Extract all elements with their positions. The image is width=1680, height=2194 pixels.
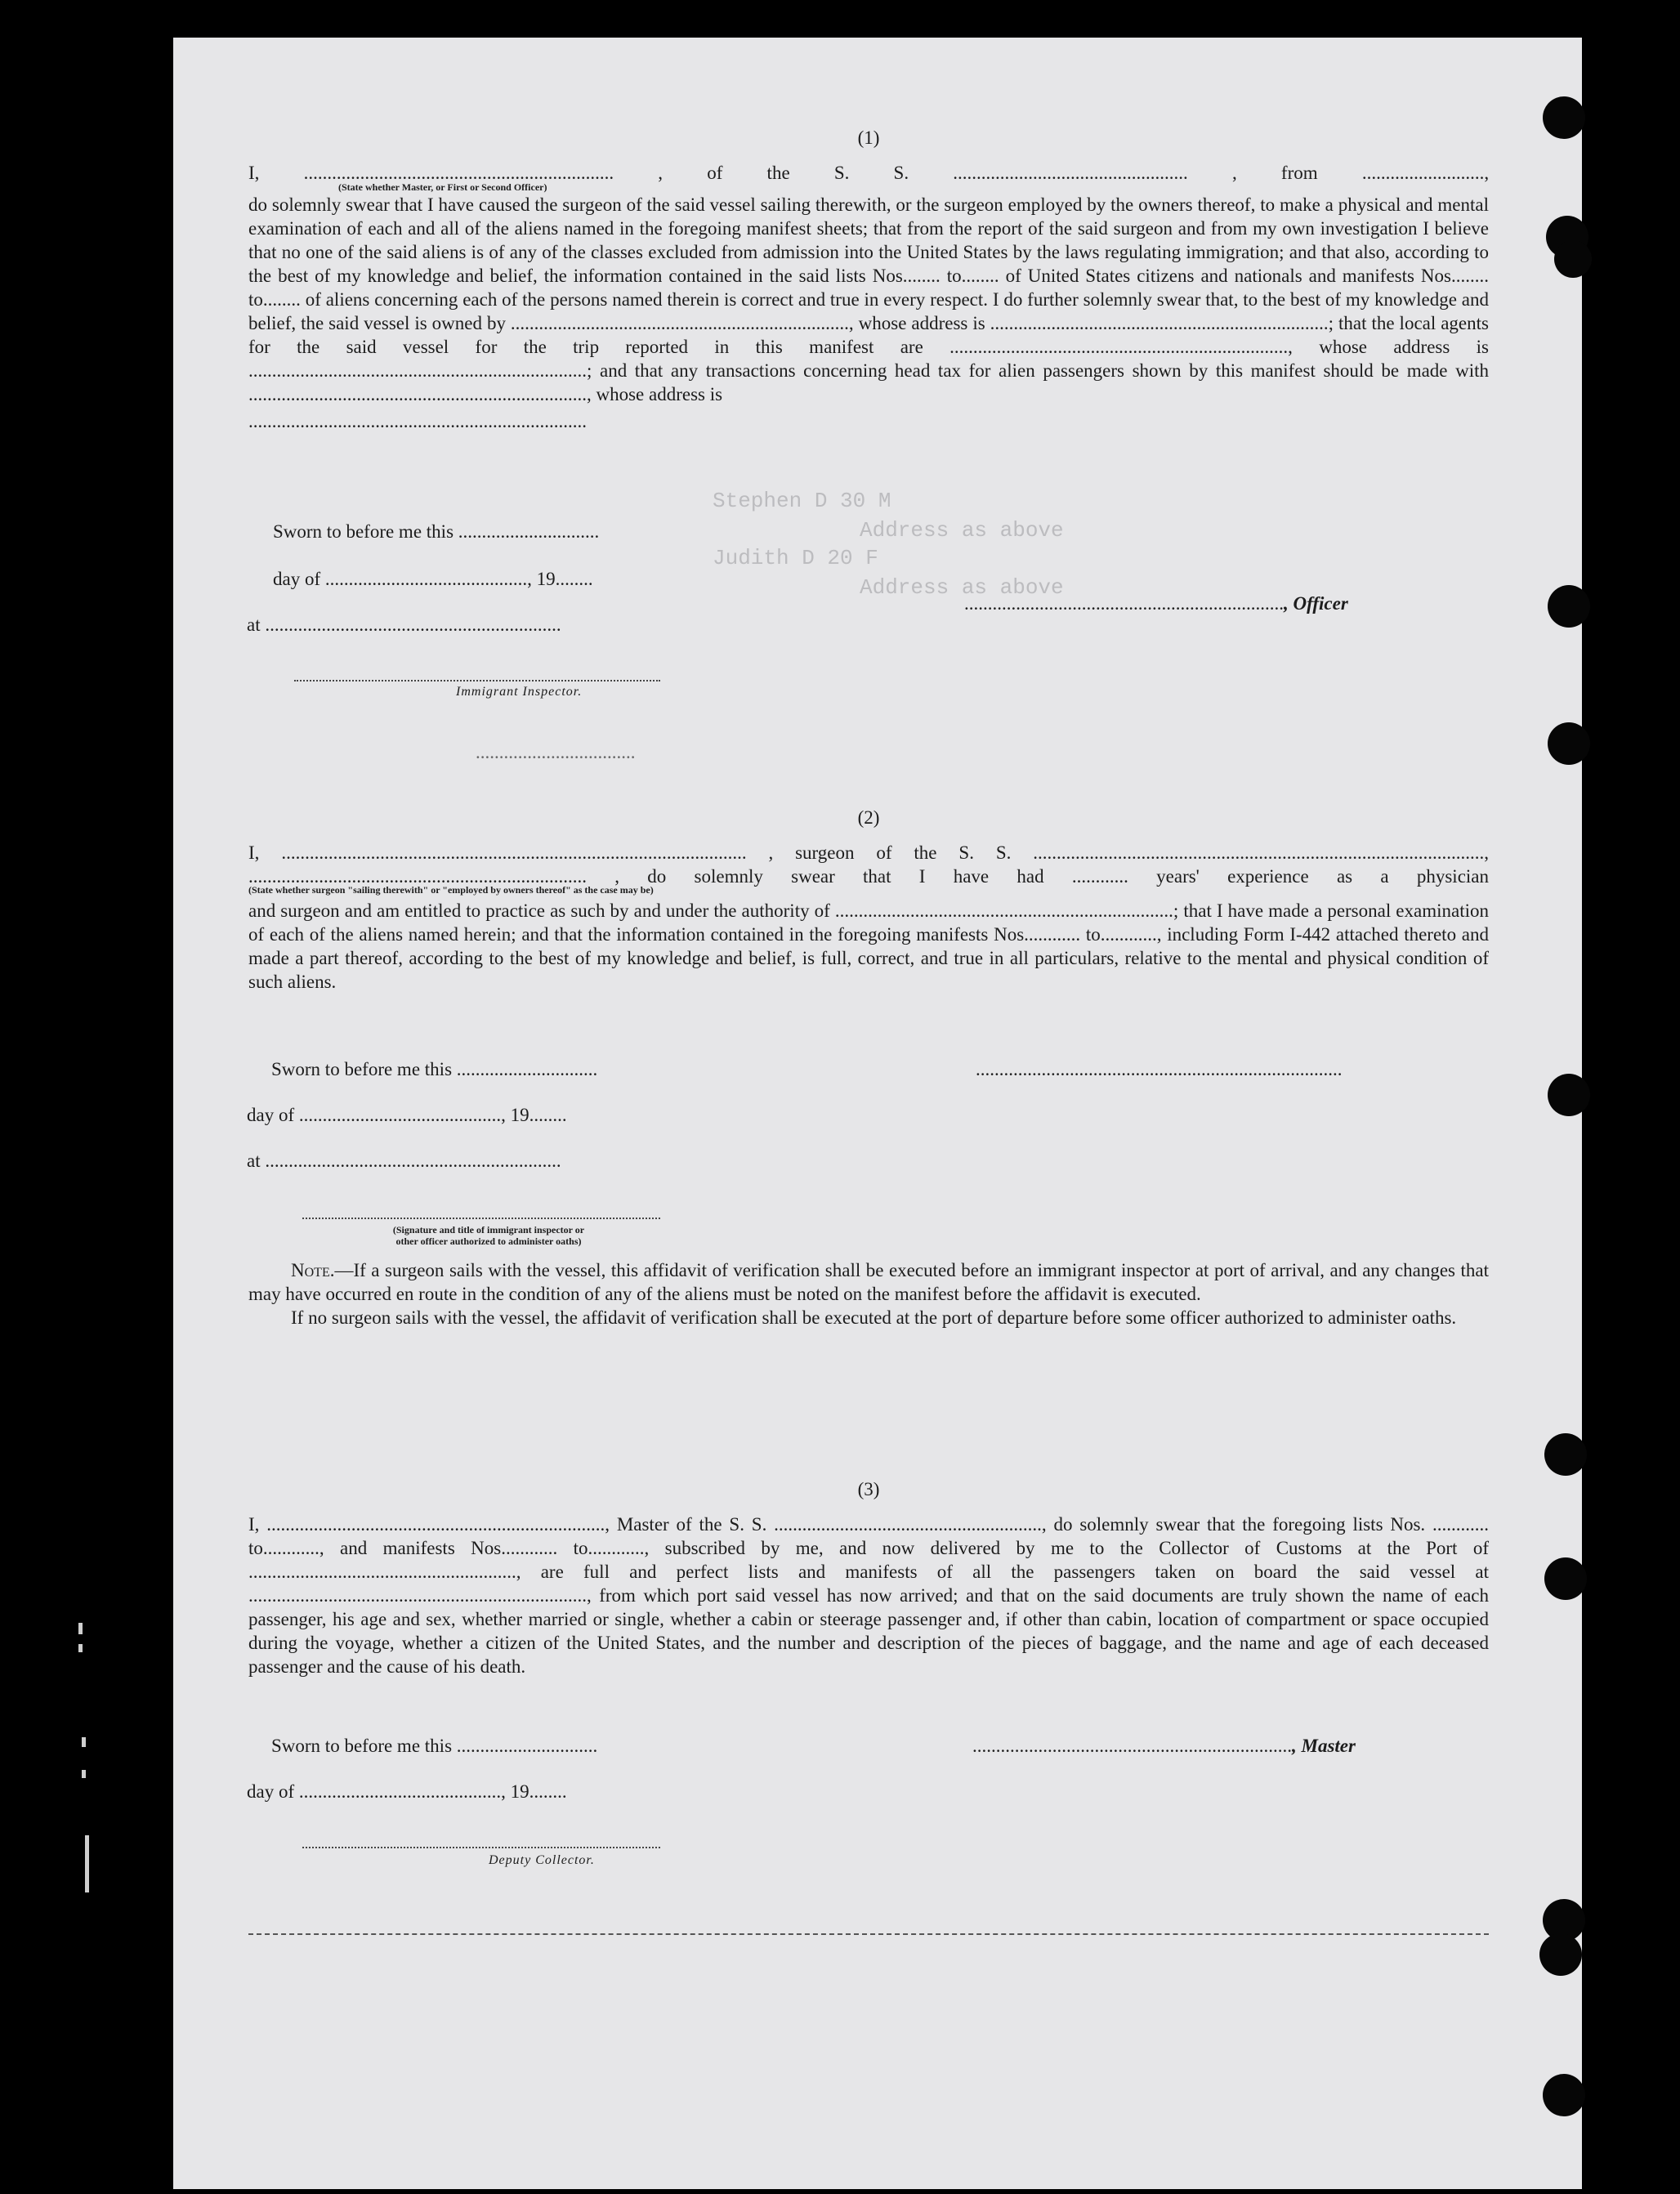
blank-officer-name[interactable]: .................................................................. [303,163,614,183]
affidavit-section-3 [248,1477,1489,1678]
bottom-rule [248,1933,1489,1935]
punch-hole [1554,240,1592,278]
punch-hole [1543,2074,1585,2116]
sig-caption-line2: other officer authorized to administer oaths) [395,1236,582,1247]
section1-body: do solemnly swear that I have caused the surgeon of the said vessel sailing therewith, or the surgeon employed by the owners thereof, to make a physical and mental examination of each and all of the aliens named in the foregoing manifest sheets; that from the report of the said surgeon and from my own investigation I believe that no one of the said aliens is of any of the classes excluded from admission into the United States by the laws regulating immigration; and that also, according to the best of my knowledge and belief, the information contained in the said lists Nos........ to........ of United States citizens and nationals and manifests Nos........ to........ of aliens concerning each of the persons named therein is correct and true in every respect. I do further solemnly swear that, to the best of my knowledge and belief, the said vessel is owned by ........................................................................, whose address is ........................................................................; that the local agents for the said vessel for the trip reported in this manifest are ........................................................................, whose address is ........................................................................; and that any transactions concerning head tax for alien passengers shown by this manifest should be made with ........................................................................, whose address is [248,194,1489,404]
note-paragraph-1 [248,1258,1489,1306]
year-label: , 19 [501,1105,529,1125]
officer-label: , Officer [1284,593,1348,614]
blank-years[interactable]: ............ [1071,866,1128,887]
label-surgeon-of: , surgeon of the S. S. [768,842,1012,863]
at-blank[interactable]: ............................................................... [265,1151,561,1171]
bleed-through-line: Stephen D 30 M [713,489,891,513]
label-i: I, [248,842,260,863]
master-signature-blank[interactable]: .................................................................... [972,1736,1292,1756]
blank-surgeon-name[interactable]: ................................................................................................... [281,842,747,863]
section3-body: I, ........................................................................, Master of the S. S. ........................................................., do solemnly swear that the foregoing lists Nos. ............ to............, and manifests Nos............ to............, subscribed by me, and now delivered by me to the Collector of Customs at the Port of ........................................................., are full and perfect lists and manifests of all the passengers taken on board the said vessel at ........................................................................, from which port said vessel has now arrived; and that on the said documents are truly shown the name of each passenger, his age and sex, whether married or single, whether a cabin or steerage passenger and, if other than cabin, location of compartment or space occupied during the voyage, whether a citizen of the United States, and the number and description of the pieces of baggage, and the name and age of each deceased passenger and the cause of his death. [248,1514,1489,1677]
sworn-blank[interactable]: .............................. [456,1059,598,1079]
year-label: , 19 [527,569,556,589]
day-blank[interactable]: ........................................... [298,1105,502,1125]
year-blank[interactable]: ........ [529,1781,567,1802]
surgeon-signature-row [976,1059,1343,1080]
scan-edge-mark [85,1835,89,1892]
deputy-collector-caption: Deputy Collector. [489,1853,595,1867]
inspector-caption: Immigrant Inspector. [456,685,583,699]
day-row-2 [247,1105,567,1126]
scan-edge-mark [82,1770,86,1778]
deputy-collector-signature-line[interactable] [302,1847,660,1848]
bleed-through-line: Address as above [860,575,1064,600]
label-i: I, [248,163,260,183]
section-number: (2) [857,807,880,828]
blank-sailing-status[interactable]: ........................................................................ [248,866,587,887]
bleed-through-line: Judith D 20 F [713,546,878,570]
affidavit-section-1 [248,126,1489,433]
sworn-label: Sworn to before me this [273,521,454,542]
sworn-blank[interactable]: .............................. [458,521,600,542]
year-blank[interactable]: ........ [555,569,593,589]
sworn-row-3 [271,1736,597,1757]
sworn-row-2 [271,1059,597,1080]
address-blank-line[interactable]: ........................................................................ [248,411,587,431]
day-row-1 [273,569,593,590]
officer-signature-row [964,593,1348,614]
section2-body: and surgeon and am entitled to practice as such by and under the authority of ........................................................................; that I have made a personal examination of each of the aliens named herein; and that the information contained in the foregoing manifests Nos............ to............, including Form I-442 attached thereto and made a part thereof, according to the best of my knowledge and belief, is full, correct, and true in all particulars, relative to the mental and physical condition of such aliens. [248,900,1489,992]
sig-caption [317,1224,660,1247]
master-label: , Master [1292,1736,1356,1756]
note-block [248,1258,1489,1329]
inspector-signature-line[interactable] [294,680,660,681]
note-label: Note. [291,1260,335,1280]
blank-vessel-name[interactable]: .................................................. [953,163,1188,183]
separator-dots: .................................. [476,742,636,762]
label-solemnly-swear: , do solemnly swear that I have had [614,866,1044,887]
note-paragraph-2: If no surgeon sails with the vessel, the affidavit of verification shall be executed at the port of departure before some officer authorized to administer oaths. [291,1307,1457,1328]
section-number: (1) [857,127,880,148]
blank-vessel-name[interactable]: ................................................................................................, [1033,842,1490,863]
day-of-label: day of [247,1781,295,1802]
scan-edge-mark [78,1644,83,1652]
scan-edge-mark [78,1623,83,1634]
sworn-label: Sworn to before me this [271,1059,453,1079]
master-signature-row [972,1736,1356,1757]
section-number: (3) [857,1479,880,1499]
at-blank[interactable]: ............................................................... [265,614,561,635]
sig-caption-line1: (Signature and title of immigrant inspector or [392,1224,585,1236]
surgeon-signature-blank[interactable]: .............................................................................. [976,1059,1343,1079]
at-row-1 [247,614,561,636]
sworn-blank[interactable]: .............................. [456,1736,598,1756]
punch-hole [1548,722,1590,765]
scan-edge-mark [82,1737,86,1747]
day-row-3 [247,1781,567,1803]
day-blank[interactable]: ........................................... [324,569,528,589]
label-years-experience: years' experience as a physician [1156,866,1489,887]
authorized-officer-signature-line[interactable] [302,1218,660,1219]
label-from: , from [1231,163,1318,183]
surgeon-note: (State whether surgeon "sailing therewith" or "employed by owners thereof" as the case may be) [248,884,654,896]
punch-hole [1544,1433,1587,1476]
surgeon-line [248,841,1489,865]
label-of-ss: , of the S. S. [658,163,909,183]
punch-hole [1544,1557,1587,1600]
punch-hole [1548,1074,1590,1116]
day-of-label: day of [273,569,321,589]
year-blank[interactable]: ........ [529,1105,567,1125]
officer-signature-blank[interactable]: .................................................................... [964,593,1284,614]
sworn-label: Sworn to before me this [271,1736,453,1756]
at-label: at [247,1151,261,1171]
at-row-2 [247,1151,561,1172]
officer-note: (State whether Master, or First or Second Officer) [338,181,547,193]
sworn-row-1 [273,521,599,543]
note-text-1: —If a surgeon sails with the vessel, this affidavit of verification shall be executed before an immigrant inspector at port of arrival, and any changes that may have occurred en route in the condition of any of the aliens must be noted on the manifest before the affidavit is executed. [248,1260,1489,1304]
affidavit-section-2 [248,806,1489,994]
punch-hole [1543,96,1585,139]
bleed-through-line: Address as above [860,518,1064,543]
day-of-label: day of [247,1105,295,1125]
blank-port-from[interactable]: .........................., [1361,163,1490,183]
document-page [173,38,1582,2189]
year-label: , 19 [501,1781,529,1802]
punch-hole [1548,585,1590,628]
punch-hole [1539,1933,1582,1976]
at-label: at [247,614,261,635]
day-blank[interactable]: ........................................... [298,1781,502,1802]
